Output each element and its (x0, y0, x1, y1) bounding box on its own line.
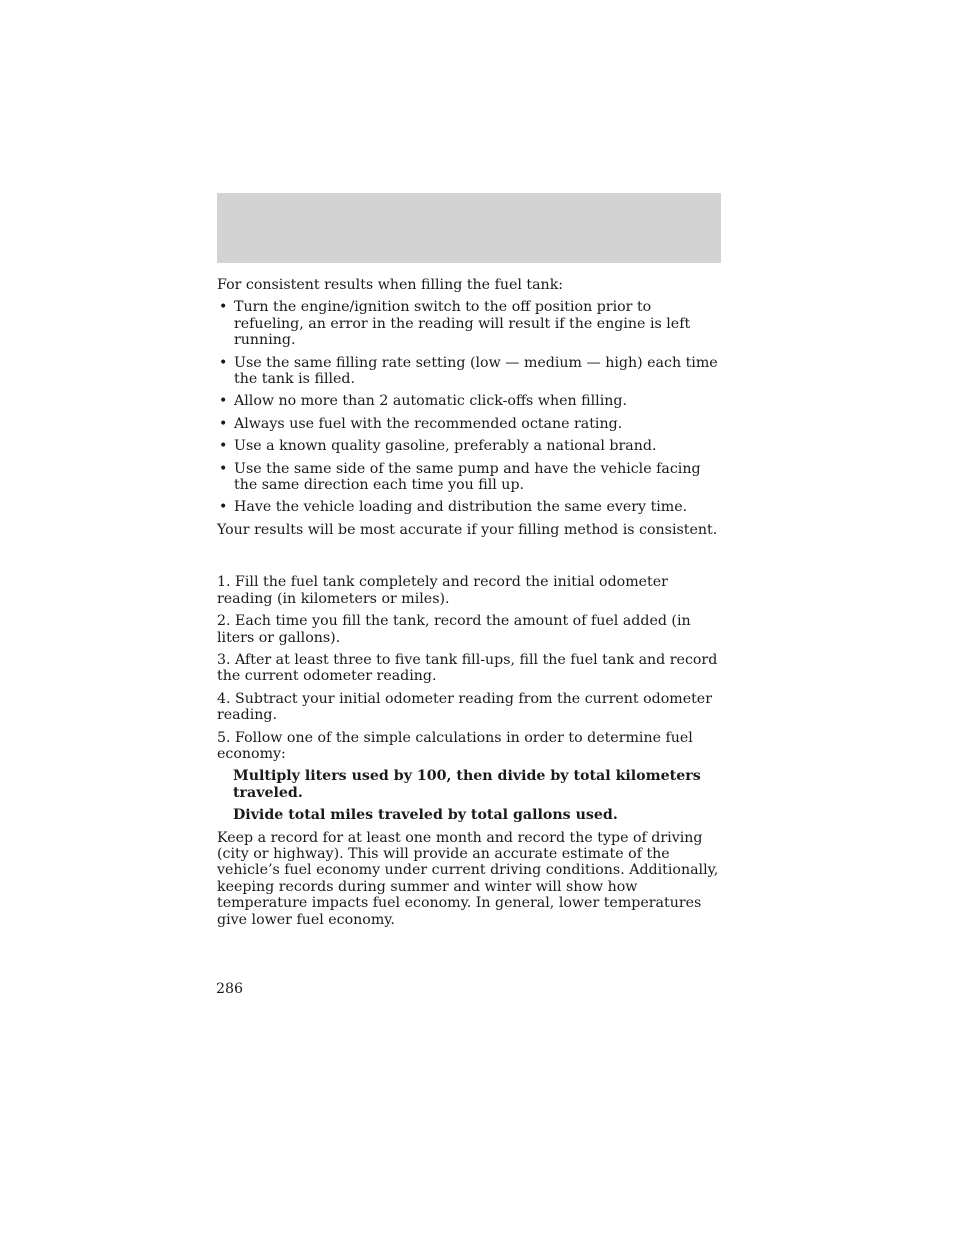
section-header-bar (217, 193, 721, 263)
record-paragraph: Keep a record for at least one month and record the type of driving (city or highway). This will provide an accurate estimate of the vehicle’s fuel economy under current driving conditions. Additionally, keeping records during summer and winter will show how temperature impacts fuel economy. In general, lower temperatures give lower fuel economy. (217, 829, 719, 928)
bullet-icon: • (219, 415, 228, 432)
list-item (217, 499, 723, 515)
list-item (217, 461, 723, 494)
list-item (217, 393, 723, 409)
page-number: 286 (216, 981, 244, 997)
bullet-icon: • (219, 499, 228, 516)
step-item: 2. Each time you fill the tank, record the amount of fuel added (in liters or gallons). (217, 613, 691, 646)
step-item: 4. Subtract your initial odometer reading from the current odometer reading. (217, 690, 712, 724)
list-item-text: Allow no more than 2 automatic click-offs when filling. (234, 393, 627, 410)
intro-text: For consistent results when filling the fuel tank: (217, 277, 564, 293)
bullet-icon: • (219, 354, 228, 371)
step-item: 5. Follow one of the simple calculations in order to determine fuel economy: (217, 729, 693, 762)
step-item: 1. Fill the fuel tank completely and record the initial odometer reading (in kilometers or miles). (217, 574, 668, 607)
list-item (217, 416, 723, 432)
bullet-icon: • (219, 299, 228, 316)
imperial-calculation: Divide total miles traveled by total gallons used. (233, 807, 618, 824)
list-item-text: Use a known quality gasoline, preferably a national brand. (234, 438, 657, 455)
list-item-text: Always use fuel with the recommended octane rating. (234, 415, 623, 432)
list-item (217, 299, 723, 348)
step-item: 3. After at least three to five tank fill-ups, fill the fuel tank and record the current odometer reading. (217, 651, 718, 685)
bullet-icon: • (219, 438, 228, 455)
list-item-text: Have the vehicle loading and distribution the same every time. (234, 499, 688, 516)
fueling-tips-list (217, 299, 723, 515)
summary-text: Your results will be most accurate if your filling method is consistent. (217, 521, 718, 538)
bullet-icon: • (219, 460, 228, 477)
page-content (217, 277, 723, 928)
list-item-text: Use the same filling rate setting (low — medium — high) each time the tank is filled. (234, 354, 718, 388)
metric-calculation: Multiply liters used by 100, then divide by total kilometers traveled. (233, 768, 701, 801)
calculation-steps (217, 574, 723, 823)
list-item-text: Turn the engine/ignition switch to the off position prior to refueling, an error in the reading will result if the engine is left running. (234, 299, 691, 349)
list-item-text: Use the same side of the same pump and have the vehicle facing the same direction each time you fill up. (234, 460, 701, 494)
bullet-icon: • (219, 393, 228, 410)
list-item (217, 438, 723, 454)
list-item (217, 355, 723, 388)
